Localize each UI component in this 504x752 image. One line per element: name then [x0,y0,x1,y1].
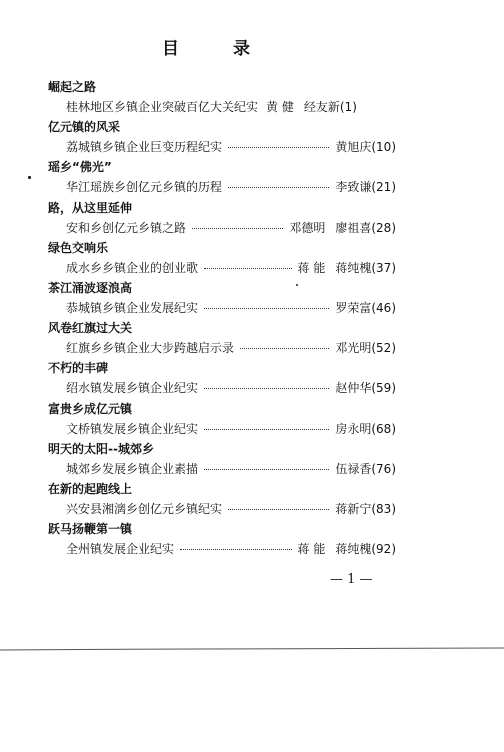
section-heading: 跃马扬鞭第一镇 [48,522,133,537]
entry-author: 李致谦 [335,180,372,195]
leader-dots [204,388,329,389]
entry-page-prefix: ( [371,140,377,155]
entry-author: 蒋 能 [297,542,326,557]
entry-page: 10 [376,140,392,155]
entry-title: 恭城镇乡镇企业发展纪实 [66,301,199,315]
entry-page: 1 [344,100,353,114]
entry-page-prefix: ( [371,502,377,516]
leader-dots [180,549,291,550]
entry-author: 邓德明 [289,220,326,235]
entry-page-suffix: ) [391,421,396,436]
entry-title: 成水乡乡镇企业的创业歌 [66,260,199,275]
section-heading: 明天的太阳--城郊乡 [48,441,154,456]
entry-page-prefix: ( [371,542,377,557]
section-heading: 风卷红旗过大关 [48,321,133,336]
entry-page-prefix: ( [371,381,377,396]
toc-entry [66,178,396,195]
entry-page-prefix: ( [371,421,377,436]
page-title: 目 录 [162,39,274,59]
entry-page-prefix: ( [371,220,377,235]
entry-page: 52 [376,341,392,356]
entry-page: 76 [376,461,392,476]
toc-entry [66,259,396,276]
entry-author: 伍禄香 [335,461,372,476]
leader-dots [204,469,329,470]
entry-page-prefix: ( [371,180,377,195]
toc-entry [66,500,396,517]
scan-edge-line [0,644,504,654]
section-heading: 不朽的丰碑 [48,361,109,376]
section-heading: 崛起之路 [48,80,97,94]
scan-speck [28,176,31,179]
section-heading: 茶江涌波逐浪高 [48,281,133,295]
entry-page: 37 [376,260,392,275]
entry-title: 绍水镇发展乡镇企业纪实 [66,381,199,396]
leader-dots [228,147,329,148]
leader-dots [192,228,283,229]
entry-page-suffix: ) [391,461,396,476]
entry-page: 92 [376,542,392,557]
entry-author: 罗荣富 [335,301,372,315]
entry-author: 赵仲华 [335,381,372,396]
entry-page: 46 [376,301,392,315]
entry-author: 黄 健 [266,100,294,114]
entry-author: 蒋纯槐 [335,542,372,557]
entry-page-suffix: ) [391,301,396,315]
entry-title: 桂林地区乡镇企业突破百亿大关纪实 [66,100,259,114]
entry-page-suffix: ) [391,341,396,356]
entry-title: 文桥镇发展乡镇企业纪实 [66,421,199,436]
entry-page-prefix: ( [371,461,377,476]
toc-entry [66,540,396,557]
entry-page: 68 [376,421,392,436]
entry-page: 83 [376,502,392,516]
entry-title: 全州镇发展企业纪实 [66,542,175,557]
entry-author: 邓光明 [335,341,372,356]
entry-title: 兴安县湘漓乡创亿元乡镇纪实 [66,502,223,516]
section-heading: 富贵乡成亿元镇 [48,401,133,416]
section-heading: 绿色交响乐 [48,240,109,255]
entry-page: 28 [376,220,392,235]
entry-title: 红旗乡乡镇企业大步跨越启示录 [66,341,235,356]
leader-dots [204,429,329,430]
leader-dots [204,268,291,269]
entry-page-prefix: ( [371,341,377,356]
entry-page-suffix: ) [391,220,396,235]
entry-author: 蒋 能 [297,260,326,275]
entry-page-suffix: ) [391,260,396,275]
leader-dots [204,308,329,309]
entry-page-prefix: ( [339,100,345,114]
entry-page-suffix: ) [391,140,396,155]
toc-entry [66,379,396,396]
entry-author: 蒋纯槐 [335,260,372,275]
entry-title: 华江瑶族乡创亿元乡镇的历程 [66,180,223,195]
section-heading: 路，从这里延伸 [48,200,133,215]
section-heading: 亿元镇的风采 [48,120,121,135]
toc-entry [66,299,396,316]
entry-page-suffix: ) [391,502,396,516]
section-heading: 在新的起跑线上 [48,482,133,496]
leader-dots [228,509,329,510]
entry-title: 城郊乡发展乡镇企业素描 [66,461,199,476]
entry-author: 黄旭庆 [335,140,372,155]
entry-page-prefix: ( [371,260,377,275]
toc-entry [66,420,396,437]
entry-title: 荔城镇乡镇企业巨变历程纪实 [66,140,223,155]
toc-entry [66,339,396,356]
leader-dots [228,187,329,188]
scan-speck [296,284,298,286]
entry-page-prefix: ( [371,301,377,315]
entry-page-suffix: ) [391,542,396,557]
toc-entry [66,219,396,236]
entry-page-suffix: ) [391,381,396,396]
toc-entry [66,98,396,115]
entry-author: 蒋新宁 [335,502,372,516]
entry-author: 经友新 [303,100,340,114]
leader-dots [240,348,329,349]
entry-page: 59 [376,381,392,396]
section-heading: 瑶乡“佛光” [48,160,112,175]
entry-title: 安和乡创亿元乡镇之路 [66,220,187,235]
entry-page-suffix: ) [352,100,357,114]
toc-entry [66,460,396,477]
entry-author: 房永明 [335,421,372,436]
entry-author: 廖祖喜 [335,220,372,235]
page-number: — 1 — [330,572,373,587]
entry-page-suffix: ) [391,180,396,195]
toc-entry [66,138,396,155]
entry-page: 21 [376,180,392,195]
